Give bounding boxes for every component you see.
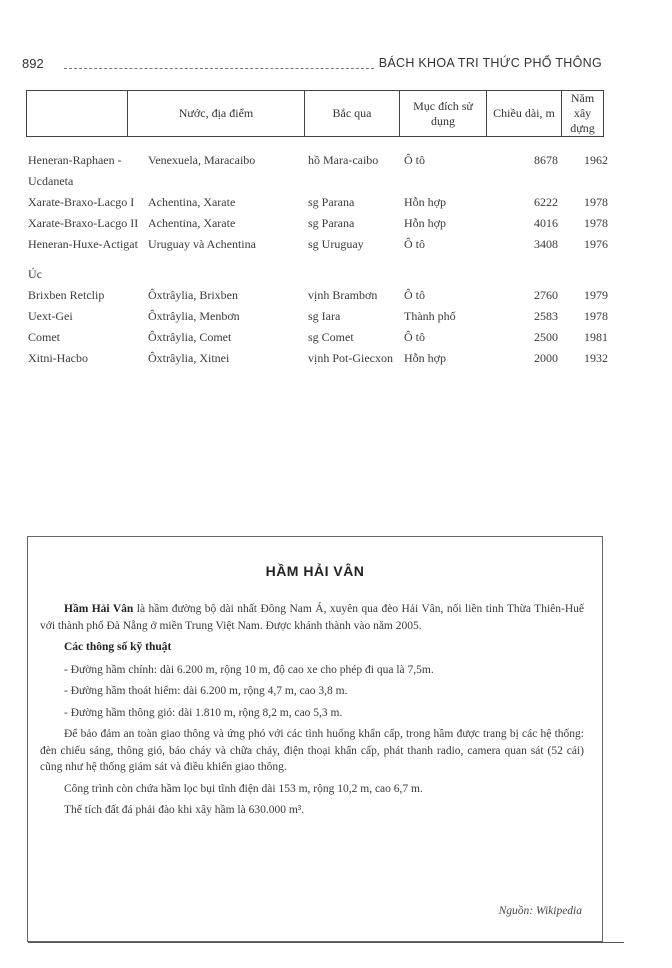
cell-location: Ôxtrâylia, Menbơn [148,309,240,323]
cell-name: Uext-Gei [28,309,73,323]
bridge-table-body [28,150,608,369]
cell-name: Comet [28,330,60,344]
cell-location: Ôxtrâylia, Brixben [148,288,238,302]
table-row [28,348,608,369]
spec-main-tunnel: - Đường hầm chính: dài 6.200 m, rộng 10 m, độ cao xe cho phép đi qua là 7,5m. [64,663,434,676]
col-header-year: Năm xây dựng [562,91,604,137]
hai-van-tunnel-box [27,536,603,942]
cell-year: 1978 [584,195,608,209]
spec-ventilation-tunnel: - Đường hầm thông gió: dài 1.810 m, rộng 8,2 m, cao 5,3 m. [64,706,343,719]
table-row [28,285,608,306]
cell-location: Ôxtrâylia, Comet [148,330,232,344]
cell-purpose: Hỗn hợp [404,216,447,230]
cell-length: 8678 [534,153,558,167]
cell-name: Xarate-Braxo-Lacgo II [28,216,139,230]
col-header-location: Nước, địa điểm [128,91,305,137]
cell-purpose: Ô tô [404,330,425,344]
cell-over: sg Uruguay [308,237,364,251]
box-bottom-rule [28,942,624,943]
cell-over: sg Parana [308,216,355,230]
cell-location: Venexuela, Maracaibo [148,153,256,167]
bridge-group-australia [28,285,608,369]
box-body [40,601,584,824]
table-row [28,213,608,234]
table-row [28,327,608,348]
bridge-group-americas [28,150,608,255]
intro-paragraph [40,601,584,634]
table-row [28,150,608,192]
cell-purpose: Ô tô [404,153,425,167]
cell-year: 1979 [584,288,608,302]
cell-name: Xitni-Hacbo [28,351,88,365]
intro-bold: Hầm Hải Vân [64,603,134,615]
col-header-name [27,91,128,137]
filter-paragraph: Công trình còn chứa hầm lọc bụi tĩnh điện dài 153 m, rộng 10,2 m, cao 6,7 m. [64,782,423,795]
cell-purpose: Hỗn hợp [404,195,447,209]
cell-name: Heneran-Raphaen -Ucdaneta [28,153,122,188]
table-row [28,234,608,255]
cell-length: 3408 [534,237,558,251]
cell-over: vịnh Pot-Giecxon [308,351,393,365]
cell-over: sg Iara [308,309,341,323]
cell-year: 1962 [584,153,608,167]
cell-year: 1978 [584,216,608,230]
cell-length: 6222 [534,195,558,209]
cell-purpose: Hỗn hợp [404,351,447,365]
cell-over: vịnh Brambơn [308,288,378,302]
box-title: HẦM HẢI VÂN [265,563,365,579]
cell-location: Achentina, Xarate [148,216,236,230]
col-header-over: Bắc qua [305,91,400,137]
cell-purpose: Ô tô [404,288,425,302]
cell-length: 4016 [534,216,558,230]
cell-length: 2000 [534,351,558,365]
spec-escape-tunnel: - Đường hầm thoát hiểm: dài 6.200 m, rộng 4,7 m, cao 3,8 m. [64,685,348,697]
table-row [28,306,608,327]
col-header-length: Chiều dài, m [487,91,562,137]
table-row [28,192,608,213]
cell-year: 1978 [584,309,608,323]
cell-over: hồ Mara-caibo [308,153,379,167]
intro-text: là hầm đường bộ dài nhất Đông Nam Á, xuyên qua đèo Hải Vân, nối liền tỉnh Thừa Thiên-Huế với thành phố Đà Nẵng ở miền Trung Việt Nam. Được khánh thành vào năm 2005. [40,603,584,632]
cell-year: 1976 [584,237,608,251]
spec-subheading: Các thông số kỹ thuật [64,641,172,653]
safety-paragraph: Để bảo đảm an toàn giao thông và ứng phó với các tình huống khẩn cấp, trong hầm được trang bị các hệ thống: đèn chiếu sáng, thông gió, báo cháy và chữa cháy, điện thoại khẩn cấp, phát thanh radio, camera quan sát (52 cái) cũng như hệ thống giám sát và điều khiển giao thông. [40,728,584,773]
cell-purpose: Thành phố [404,309,456,323]
cell-length: 2500 [534,330,558,344]
group-label-australia: Úc [28,267,42,281]
book-title: BÁCH KHOA TRI THỨC PHỔ THÔNG [378,56,602,70]
cell-name: Brixben Retclip [28,288,105,302]
cell-location: Ôxtrâylia, Xitnei [148,351,230,365]
cell-length: 2583 [534,309,558,323]
cell-year: 1981 [584,330,608,344]
cell-year: 1932 [584,351,608,365]
bridge-table-header [26,90,604,137]
cell-name: Heneran-Huxe-Actigat [28,237,138,251]
source-credit: Nguồn: Wikipedia [498,905,582,917]
col-header-purpose: Mục đích sử dụng [400,91,487,137]
cell-over: sg Comet [308,330,354,344]
cell-over: sg Parana [308,195,355,209]
header-rule [64,68,374,69]
volume-paragraph: Thể tích đất đá phải đào khi xây hầm là 630.000 m³. [64,804,305,816]
page-header [22,54,602,76]
cell-purpose: Ô tô [404,237,425,251]
page-number: 892 [22,56,44,71]
cell-location: Uruguay và Achentina [148,237,256,251]
cell-location: Achentina, Xarate [148,195,236,209]
cell-name: Xarate-Braxo-Lacgo I [28,195,135,209]
cell-length: 2760 [534,288,558,302]
